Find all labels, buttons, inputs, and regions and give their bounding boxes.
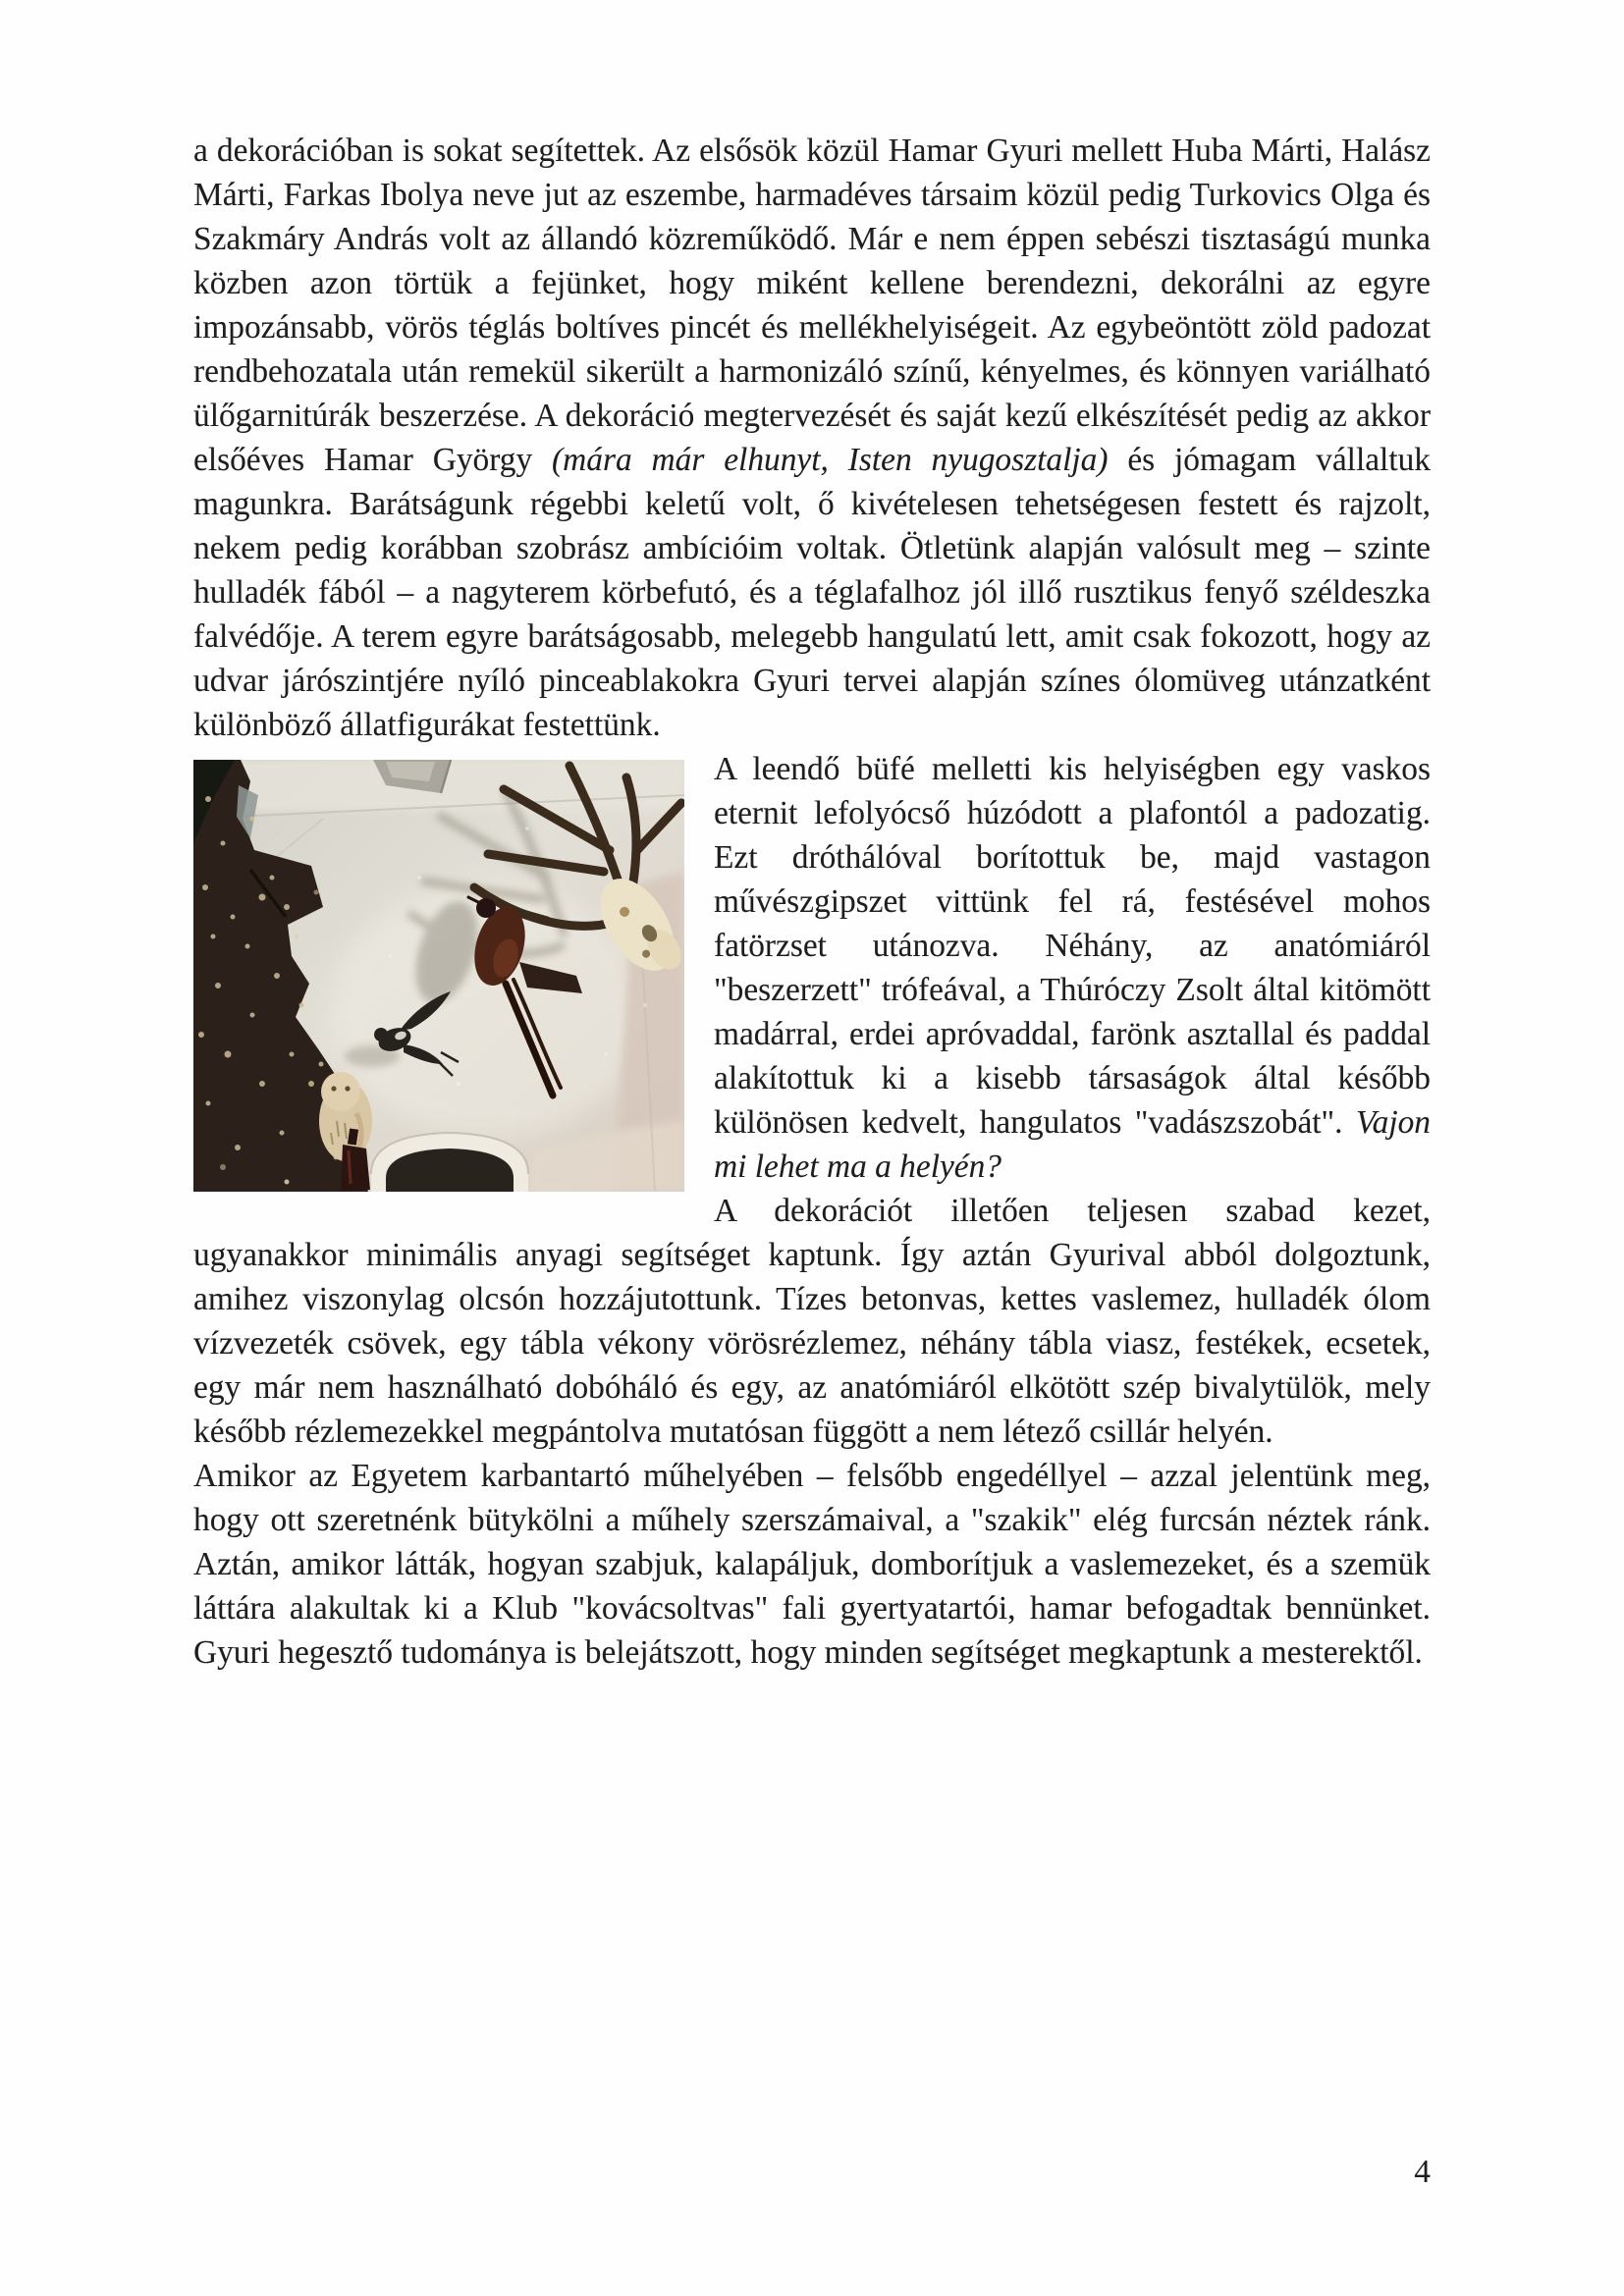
paragraph-1: [193, 129, 1431, 747]
paragraph-3: A dekorációt illetően teljesen szabad kezet, ugyanakkor minimális anyagi segítséget kaptunk. Így aztán Gyurival abból dolgoztunk, amihez viszonylag olcsón hozzájutottunk. Tízes betonvas, kettes vaslemez, hulladék ólom vízvezeték csövek, egy tábla vékony vörösrézlemez, néhány tábla viasz, festékek, ecsetek, egy már nem használható dobóháló és egy, az anatómiáról elkötött szép bivalytülök, mely később rézlemezekkel megpántolva mutatósan függött a nem létező csillár helyén.: [193, 1193, 1431, 1450]
inset-photo: [193, 760, 684, 1192]
page-number: 4: [1414, 2154, 1431, 2190]
paragraph-2-italic-question: Vajon mi lehet ma a helyén?: [714, 1104, 1431, 1185]
paragraph-1-italic-note: (mára már elhunyt, Isten nyugosztalja): [552, 442, 1109, 478]
photo-doorway-arch: [371, 1133, 528, 1192]
paragraph-4: Amikor az Egyetem karbantartó műhelyében – felsőbb engedéllyel – azzal jelentünk meg, hogy ott szeretnénk bütykölni a műhely szerszámaival, a "szakik" elég furcsán néztek ránk. Aztán, amikor látták, hogyan szabjuk, kalapáljuk, domborítjuk a vaslemezeket, és a szemük láttára alakultak ki a Klub "kovácsoltvas" fali gyertyatartói, hamar befogadtak bennünket. Gyuri hegesztő tudománya is belejátszott, hogy minden segítséget megkaptunk a mesterektől.: [193, 1458, 1431, 1671]
body-text: [193, 129, 1431, 1675]
paragraph-2-text: A leendő büfé melletti kis helyiségben egy vaskos eternit lefolyócső húzódott a plafontól a padozatig. Ezt dróthálóval borítottuk be, majd vastagon művészgipszet vittünk fel rá, festésével mohos fatörzset utánozva. Néhány, az anatómiáról "beszerzett" trófeával, a Thúróczy Zsolt által kitömött madárral, erdei apróvaddal, farönk asztallal és paddal alakítottuk ki a kisebb társaságok által később különösen kedvelt, hangulatos "vadászszobát".: [714, 751, 1431, 1141]
hunting-room-photo: [193, 760, 684, 1192]
paragraph-1-continued: és jómagam vállaltuk magunkra. Barátságunk régebbi keletű volt, ő kivételesen tehetségesen festett és rajzolt, nekem pedig korábban szobrász ambícióim voltak. Ötletünk alapján valósult meg – szinte hulladék fából – a nagyterem körbefutó, és a téglafalhoz jól illő rusztikus fenyő széldeszka falvédője. A terem egyre barátságosabb, melegebb hangulatú lett, amit csak fokozott, hogy az udvar járószintjére nyíló pinceablakokra Gyuri tervei alapján színes ólomüveg utánzatként különböző állatfigurákat festettünk.: [193, 442, 1432, 743]
paragraph-1-text: a dekorációban is sokat segítettek. Az elsősök közül Hamar Gyuri mellett Huba Márti, Halász Márti, Farkas Ibolya neve jut az eszembe, harmadéves társaim közül pedig Turkovics Olga és Szakmáry András volt az állandó közreműködő. Már e nem éppen sebészi tisztaságú munka közben azon törtük a fejünket, hogy miként kellene berendezni, dekorálni az egyre impozánsabb, vörös téglás boltíves pincét és mellékhelyiségeit. Az egybeöntött zöld padozat rendbehozatala után remekül sikerült a harmonizáló színű, kényelmes, és könnyen variálható ülőgarnitúrák beszerzése. A dekoráció megtervezését és saját kezű elkészítését pedig az akkor elsőéves Hamar György: [193, 133, 1431, 478]
